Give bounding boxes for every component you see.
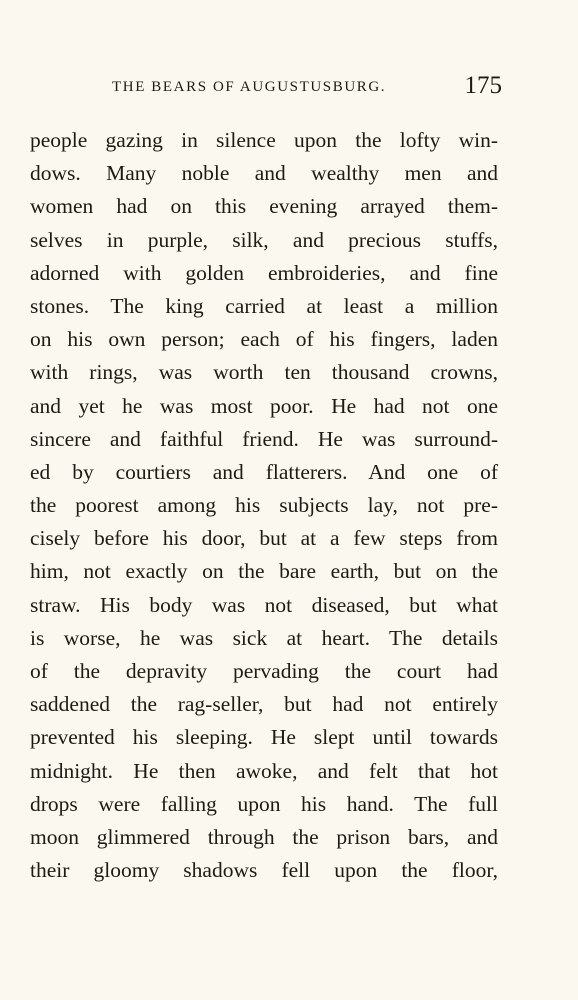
text-line: prevented his sleeping. He slept until towards: [30, 725, 498, 750]
text-line: saddened the rag-seller, but had not entirely: [30, 692, 498, 717]
text-line: midnight. He then awoke, and felt that hot: [30, 758, 498, 783]
text-line: adorned with golden embroideries, and fine: [30, 260, 498, 285]
text-line: and yet he was most poor. He had not one: [30, 393, 498, 418]
text-line: is worse, he was sick at heart. The details: [30, 625, 498, 650]
text-line: straw. His body was not diseased, but what: [30, 592, 498, 617]
text-line: selves in purple, silk, and precious stuffs,: [30, 227, 498, 252]
text-line: moon glimmered through the prison bars, and: [30, 824, 498, 849]
running-title: THE BEARS OF AUGUSTUSBURG.: [112, 79, 387, 95]
text-line: ed by courtiers and flatterers. And one of: [30, 459, 498, 484]
text-line: dows. Many noble and wealthy men and: [30, 161, 498, 186]
text-line: him, not exactly on the bare earth, but on the: [30, 559, 498, 584]
page-number: 175: [464, 72, 502, 99]
text-line: people gazing in silence upon the lofty win-: [30, 128, 498, 152]
text-line: cisely before his door, but at a few steps from: [30, 526, 498, 551]
text-line: the poorest among his subjects lay, not pre-: [30, 493, 498, 518]
running-head: [112, 74, 502, 102]
text-line: with rings, was worth ten thousand crowns,: [30, 360, 498, 385]
body-text: [30, 124, 498, 887]
text-line: of the depravity pervading the court had: [30, 659, 498, 683]
text-line: on his own person; each of his fingers, laden: [30, 327, 498, 352]
text-line: their gloomy shadows fell upon the floor,: [30, 858, 498, 883]
text-line: drops were falling upon his hand. The full: [30, 791, 498, 816]
text-line: women had on this evening arrayed them-: [30, 194, 498, 219]
text-line: stones. The king carried at least a million: [30, 293, 498, 318]
text-line: sincere and faithful friend. He was surround-: [30, 426, 498, 451]
